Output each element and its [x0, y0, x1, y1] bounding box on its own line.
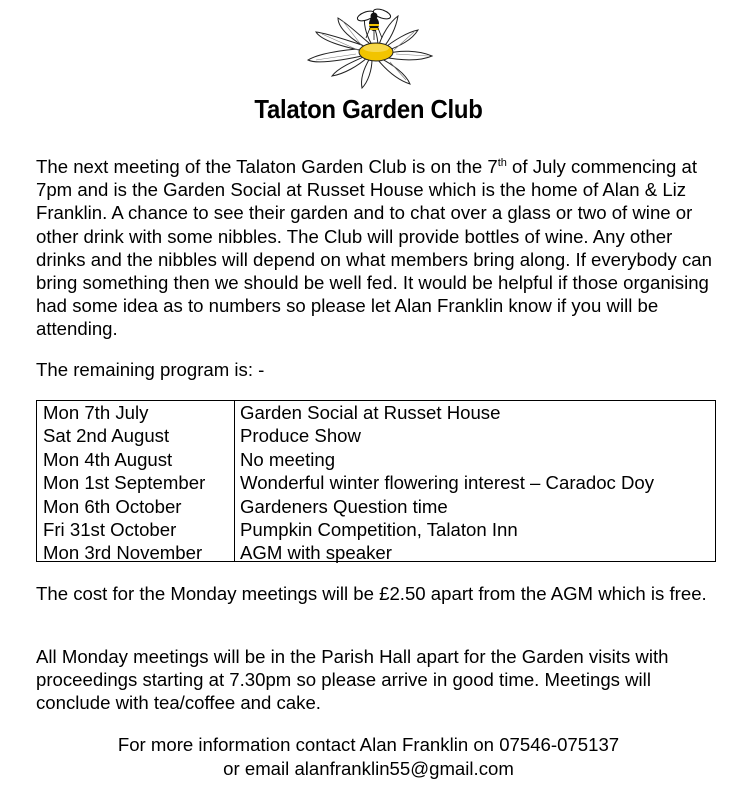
table-row: [37, 518, 715, 541]
table-row: [37, 424, 715, 447]
cost-note: The cost for the Monday meetings will be £2.50 apart from the AGM which is free.: [36, 583, 707, 604]
program-table: [36, 400, 716, 562]
row-date: Fri 31st October: [43, 519, 177, 540]
row-date: Mon 6th October: [43, 495, 182, 517]
row-event: No meeting: [240, 448, 336, 470]
row-date: Mon 3rd November: [43, 542, 203, 564]
row-date: Mon 4th August: [43, 448, 173, 470]
row-date: Mon 7th July: [43, 402, 149, 423]
table-row: [37, 495, 715, 518]
row-event: Produce Show: [240, 425, 361, 447]
row-event: Pumpkin Competition, Talaton Inn: [240, 519, 518, 540]
row-event: Wonderful winter flowering interest – Caradoc Doy: [240, 472, 655, 494]
venue-note: All Monday meetings will be in the Parish Hall apart for the Garden visits with proceedings starting at 7.30pm so please arrive in good time. Meetings will conclude with tea/coffee and cake.: [36, 646, 669, 714]
club-title: Talaton Garden Club: [254, 94, 483, 124]
announcement-text-rest: of July commencing at 7pm and is the Garden Social at Russet House which is the home of Alan & Liz Franklin. A chance to see their garden and to chat over a glass or two of wine or other drink with some nibbles. The Club will provide bottles of wine. Any other drinks and the nibbles will depend on what members bring along. If everybody can bring something then we should be well fed. It would be helpful if those organising had some idea as to numbers so please let Alan Franklin know if you will be attending.: [36, 156, 712, 340]
table-row: [37, 541, 715, 564]
row-date: Sat 2nd August: [43, 425, 170, 447]
contact-phone-line: For more information contact Alan Franklin on 07546-075137: [117, 734, 620, 755]
bee-on-daisy-icon: [296, 2, 446, 92]
meeting-announcement: [36, 155, 716, 341]
announcement-text-start: The next meeting of the Talaton Garden Club is on the 7: [36, 156, 498, 177]
program-intro: The remaining program is: -: [36, 359, 265, 380]
ordinal-suffix: th: [497, 157, 507, 169]
row-event: Garden Social at Russet House: [240, 402, 501, 423]
contact-email-line: or email alanfranklin55@gmail.com: [223, 758, 514, 779]
table-row: [37, 471, 715, 494]
row-event: AGM with speaker: [240, 542, 392, 564]
table-row: [37, 448, 715, 471]
row-date: Mon 1st September: [43, 472, 206, 494]
table-row: [37, 401, 715, 424]
row-event: Gardeners Question time: [240, 495, 448, 517]
